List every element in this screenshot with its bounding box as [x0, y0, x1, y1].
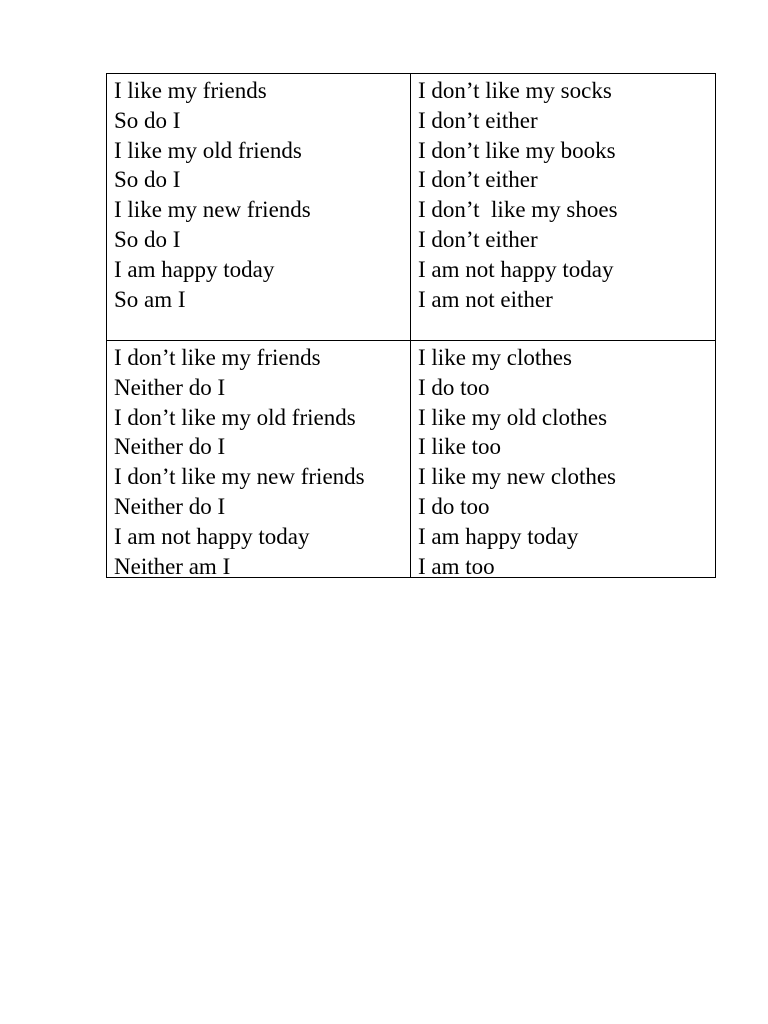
- table-cell-bottom-right: [411, 341, 716, 578]
- text-line: I like my old clothes: [418, 404, 608, 430]
- text-line: So am I: [114, 286, 186, 312]
- table-row: [107, 74, 716, 341]
- text-line: I like my new clothes: [418, 464, 617, 490]
- text-line: So do I: [114, 167, 181, 193]
- text-line: I like my new friends: [114, 197, 311, 223]
- text-line: I don’t either: [418, 226, 538, 252]
- text-line: I don’t like my shoes: [418, 197, 618, 223]
- text-line: I am not happy today: [114, 523, 310, 549]
- text-line: I don’t like my old friends: [114, 404, 356, 430]
- text-line: I am not either: [418, 286, 553, 312]
- text-line: I don’t like my books: [418, 137, 616, 163]
- text-line: I don’t either: [418, 107, 538, 133]
- text-line: I don’t like my friends: [114, 345, 321, 370]
- table-cell-top-right: [411, 74, 716, 341]
- text-line: I don’t like my new friends: [114, 464, 365, 490]
- text-line: I don’t either: [418, 167, 538, 193]
- dialogue-table: [106, 73, 716, 578]
- table-cell-top-left: [107, 74, 411, 341]
- text-line: Neither do I: [114, 434, 226, 460]
- text-line: So do I: [114, 107, 181, 133]
- text-line: I don’t like my socks: [418, 78, 612, 103]
- text-line: I am happy today: [114, 256, 275, 282]
- text-line: I like my old friends: [114, 137, 302, 163]
- text-line: Neither do I: [114, 493, 226, 519]
- text-line: I like my friends: [114, 78, 267, 103]
- table-row: [107, 341, 716, 578]
- table-cell-bottom-left: [107, 341, 411, 578]
- text-line: I am too: [418, 553, 495, 579]
- text-line: I like too: [418, 434, 502, 460]
- text-line: I am happy today: [418, 523, 579, 549]
- text-line: Neither am I: [114, 553, 231, 579]
- text-line: I like my clothes: [418, 345, 572, 370]
- text-line: Neither do I: [114, 374, 226, 400]
- text-line: I do too: [418, 374, 490, 400]
- text-line: I am not happy today: [418, 256, 614, 282]
- text-line: I do too: [418, 493, 490, 519]
- text-line: So do I: [114, 226, 181, 252]
